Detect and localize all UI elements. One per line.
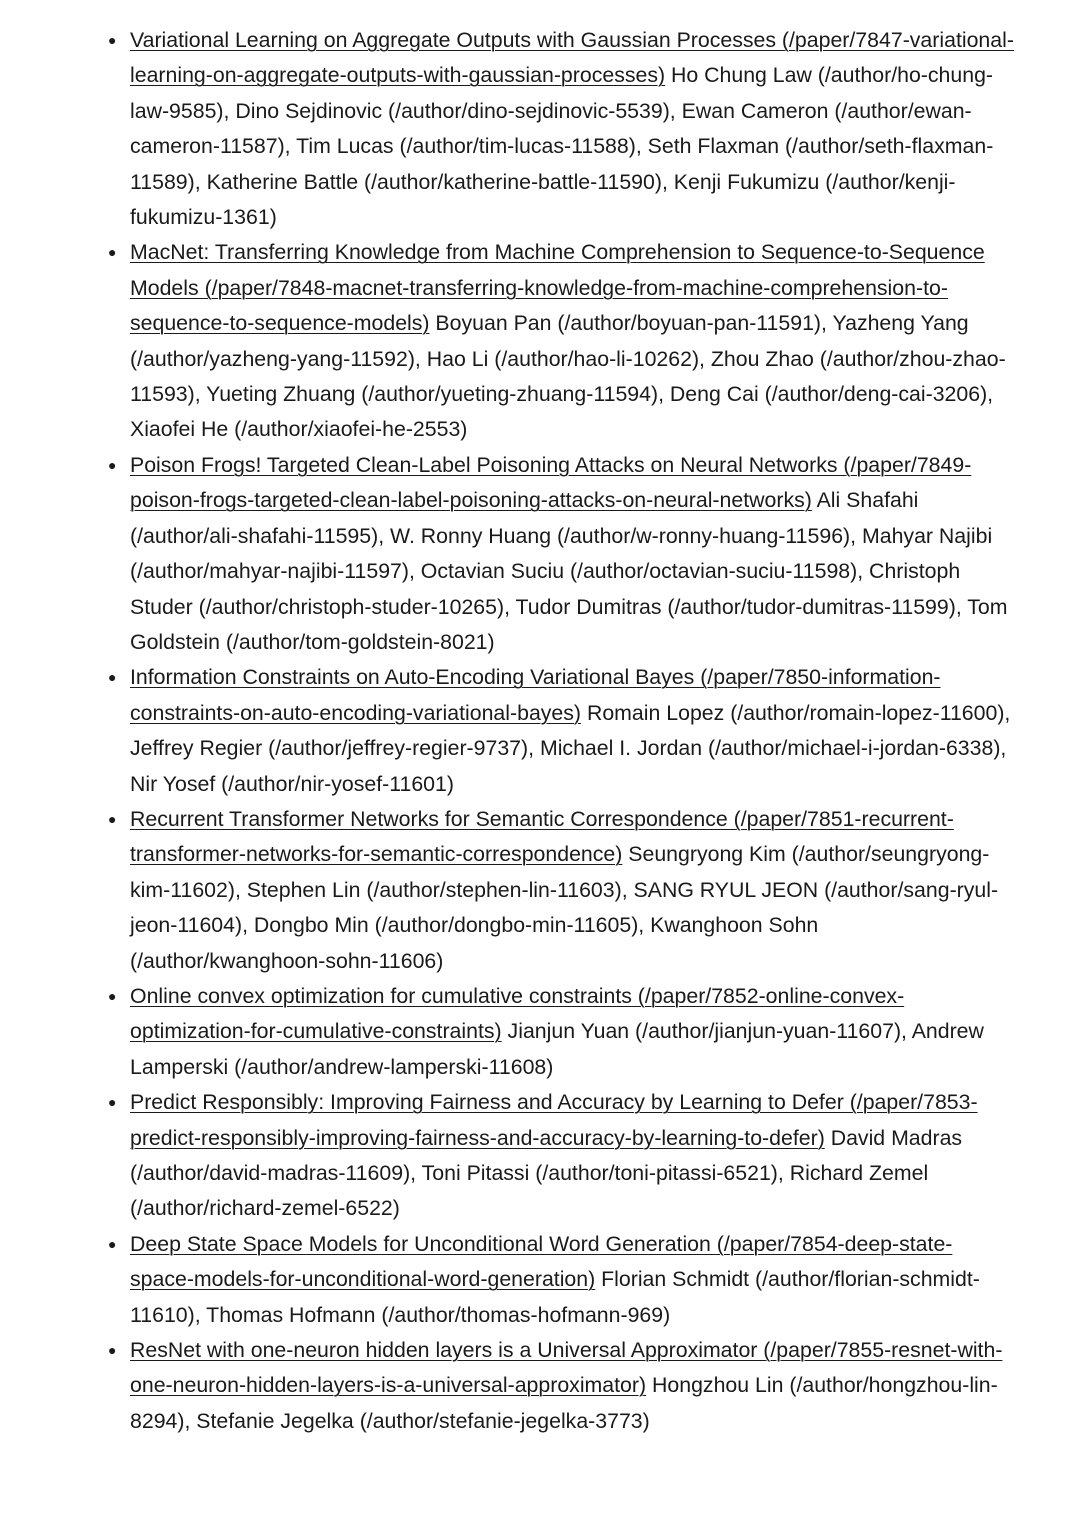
list-item	[108, 802, 1015, 979]
bullet-icon: ●	[108, 669, 117, 686]
paper-link[interactable]: ResNet with one-neuron hidden layers is a Universal Approximator (/paper/7855-resnet-with-one-neuron-hidden-layers-is-a-universal-approximator)	[130, 1338, 1003, 1398]
bullet-icon: ●	[108, 810, 117, 827]
author-list: Romain Lopez (/author/romain-lopez-11600), Jeffrey Regier (/author/jeffrey-regier-9737), Michael I. Jordan (/author/michael-i-jordan-6338), Nir Yosef (/author/nir-yosef-11601)	[130, 700, 1011, 796]
author-list: Ali Shafahi (/author/ali-shafahi-11595), W. Ronny Huang (/author/w-ronny-huang-11596), Mahyar Najibi (/author/mahyar-najibi-11597), Octavian Suciu (/author/octavian-suciu-11598), Christoph Studer (/author/christoph-studer-10265), Tudor Dumitras (/author/tudor-dumitras-11599), Tom Goldstein (/author/tom-goldstein-8021)	[130, 488, 1008, 654]
list-item	[108, 235, 1015, 447]
paper-link[interactable]: Information Constraints on Auto-Encoding Variational Bayes (/paper/7850-information-constraints-on-auto-encoding-variational-bayes)	[130, 665, 941, 725]
author-list: Florian Schmidt (/author/florian-schmidt-11610), Thomas Hofmann (/author/thomas-hofmann-969)	[130, 1267, 980, 1327]
bullet-icon: ●	[108, 456, 117, 473]
bullet-icon: ●	[108, 244, 117, 261]
list-item	[108, 448, 1015, 660]
paper-link[interactable]: Recurrent Transformer Networks for Semantic Correspondence (/paper/7851-recurrent-transformer-networks-for-semantic-correspondence)	[130, 806, 954, 867]
paper-link[interactable]: Variational Learning on Aggregate Outputs with Gaussian Processes (/paper/7847-variational-learning-on-aggregate-outputs-with-gaussian-processes)	[130, 28, 1014, 88]
author-list: Ho Chung Law (/author/ho-chung-law-9585), Dino Sejdinovic (/author/dino-sejdinovic-5539), Ewan Cameron (/author/ewan-cameron-11587), Tim Lucas (/author/tim-lucas-11588), Seth Flaxman (/author/seth-flaxman-11589), Katherine Battle (/author/katherine-battle-11590), Kenji Fukumizu (/author/kenji-fukumizu-1361)	[130, 63, 994, 230]
bullet-icon: ●	[108, 32, 117, 48]
bullet-icon: ●	[108, 987, 117, 1004]
bullet-icon: ●	[108, 1342, 117, 1359]
author-list: Hongzhou Lin (/author/hongzhou-lin-8294), Stefanie Jegelka (/author/stefanie-jegelka-3773)	[130, 1373, 998, 1433]
paper-link[interactable]: Poison Frogs! Targeted Clean-Label Poisoning Attacks on Neural Networks (/paper/7849-poison-frogs-targeted-clean-label-poisoning-attacks-on-neural-networks)	[130, 452, 972, 513]
list-item	[108, 1227, 1015, 1333]
list-item	[108, 23, 1015, 235]
bullet-icon: ●	[108, 1235, 117, 1252]
author-list: Boyuan Pan (/author/boyuan-pan-11591), Yazheng Yang (/author/yazheng-yang-11592), Hao Li (/author/hao-li-10262), Zhou Zhao (/author/zhou-zhao-11593), Yueting Zhuang (/author/yueting-zhuang-11594), Deng Cai (/author/deng-cai-3206), Xiaofei He (/author/xiaofei-he-2553)	[130, 311, 1006, 442]
bullet-icon: ●	[108, 1094, 117, 1111]
paper-list	[108, 23, 1015, 1439]
paper-link[interactable]: MacNet: Transferring Knowledge from Machine Comprehension to Sequence-to-Sequence Models (/paper/7848-macnet-transferring-knowledge-from-machine-comprehension-to-sequence-to-sequence-models)	[130, 240, 985, 336]
author-list: Seungryong Kim (/author/seungryong-kim-11602), Stephen Lin (/author/stephen-lin-11603), SANG RYUL JEON (/author/sang-ryul-jeon-11604), Dongbo Min (/author/dongbo-min-11605), Kwanghoon Sohn (/author/kwanghoon-sohn-11606)	[130, 842, 999, 973]
list-item	[108, 979, 1015, 1085]
author-list: David Madras (/author/david-madras-11609), Toni Pitassi (/author/toni-pitassi-6521), Richard Zemel (/author/richard-zemel-6522)	[130, 1125, 963, 1221]
paper-link[interactable]: Predict Responsibly: Improving Fairness and Accuracy by Learning to Defer (/paper/7853-predict-responsibly-improving-fairness-and-accuracy-by-learning-to-defer)	[130, 1090, 978, 1150]
author-list: Jianjun Yuan (/author/jianjun-yuan-11607), Andrew Lamperski (/author/andrew-lamperski-11608)	[130, 1019, 984, 1079]
list-item	[108, 1085, 1015, 1227]
list-item	[108, 1333, 1015, 1439]
list-item	[108, 660, 1015, 802]
paper-link[interactable]: Online convex optimization for cumulative constraints (/paper/7852-online-convex-optimization-for-cumulative-constraints)	[130, 983, 905, 1044]
paper-link[interactable]: Deep State Space Models for Unconditional Word Generation (/paper/7854-deep-state-space-models-for-unconditional-word-generation)	[130, 1231, 953, 1292]
